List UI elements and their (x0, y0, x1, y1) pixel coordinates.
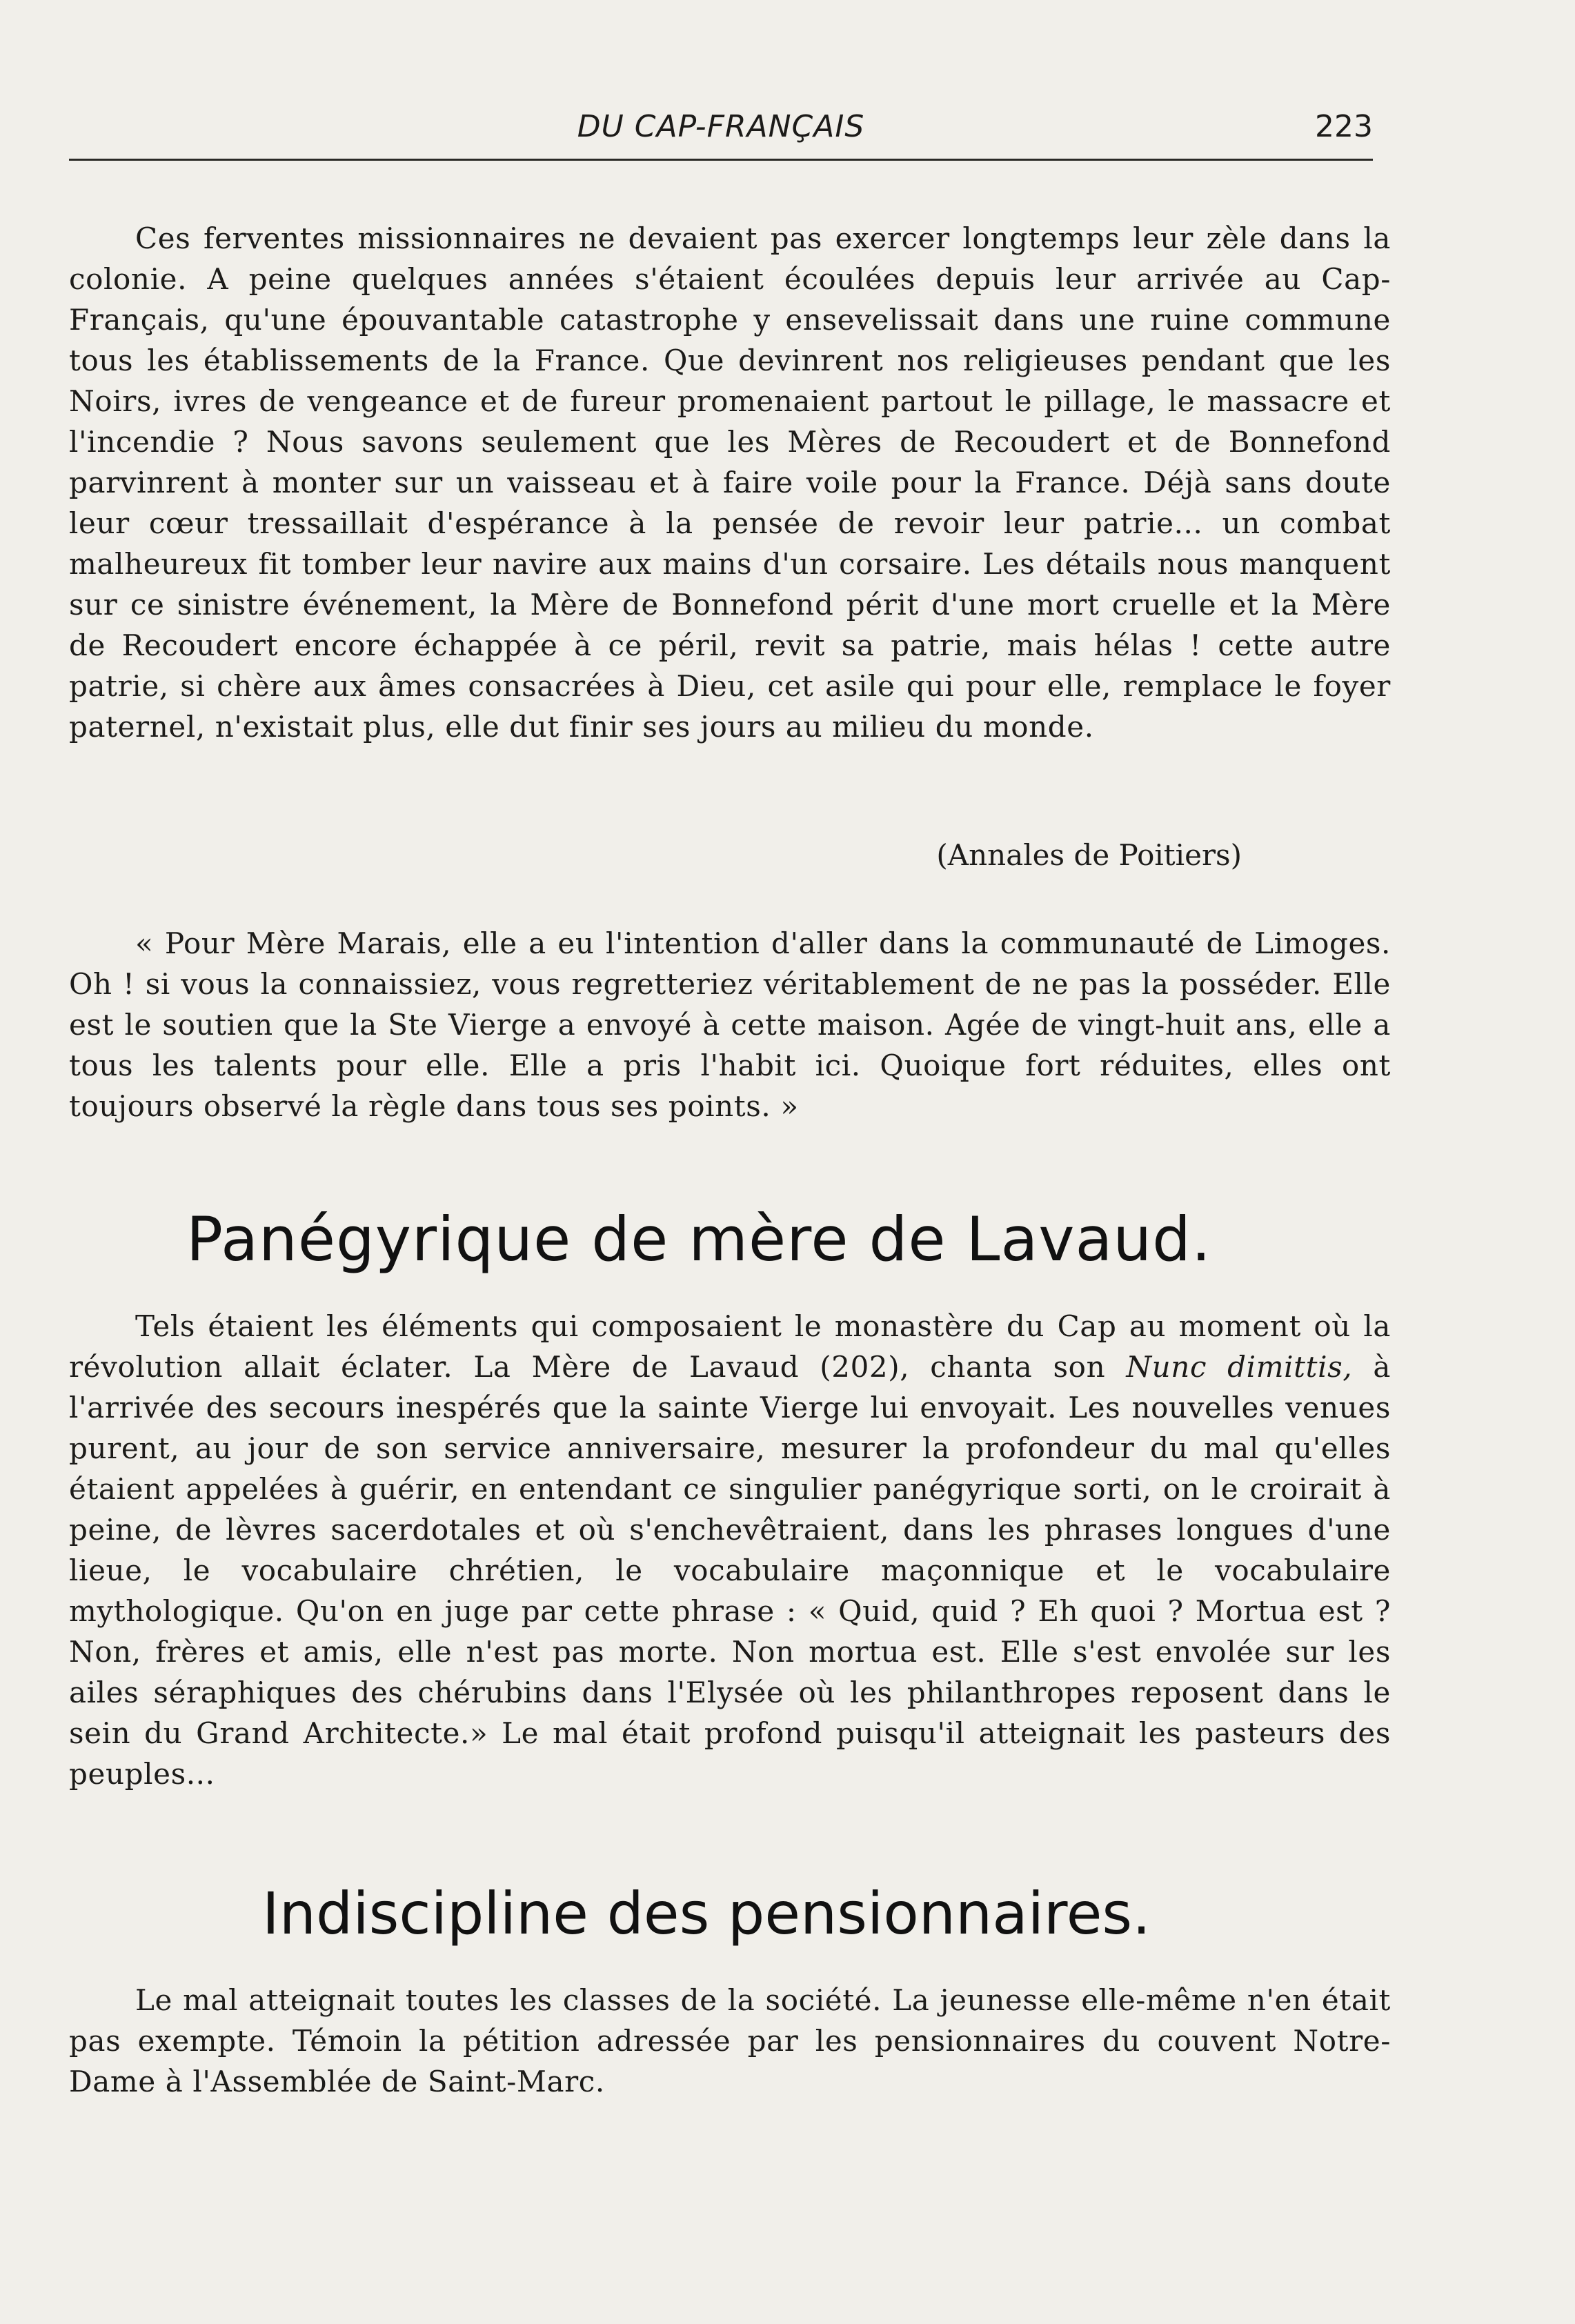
running-title: DU CAP-FRANÇAIS (577, 109, 865, 144)
paragraph-3-part-a: Tels étaient les éléments qui composaient le monastère du Cap au moment où la révolution allait éclater. La Mère de Lavaud (202), chanta son (69, 1309, 1391, 1384)
section-heading-indiscipline: Indiscipline des pensionnaires. (262, 1880, 1151, 1947)
paragraph-3-part-b: à l'arrivée des secours inespérés que la sainte Vierge lui envoyait. Les nouvelles venues purent, au jour de son service anniversaire, mesurer la profondeur du mal qu'elles étaient appelées à guérir, en entendant ce singulier panégyrique sorti, on le croirait à peine, de lèvres sacerdotales et où s'enchevêtraient, dans les phrases longues d'une lieue, le vocabulaire chrétien, le vocabulaire maçonnique et le vocabulaire mythologique. Qu'on en juge par cette phrase : « Quid, quid ? Eh quoi ? Mortua est ? Non, frères et amis, elle n'est pas morte. Non mortua est. Elle s'est envolée sur les ailes séraphiques des chérubins dans l'Elysée où les philanthropes reposent dans le sein du Grand Architecte.» Le mal était profond puisqu'il atteignait les pasteurs des peuples... (69, 1350, 1391, 1791)
paragraph-2: « Pour Mère Marais, elle a eu l'intention d'aller dans la communauté de Limoges. Oh ! si vous la connaissiez, vous regretteriez véritablement de ne pas la posséder. Elle est le soutien que la Ste Vierge a envoyé à cette maison. Agée de vingt-huit ans, elle a tous les talents pour elle. Elle a pris l'habit ici. Quoique fort réduites, elles ont toujours observé la règle dans tous ses points. » (69, 926, 1391, 1123)
page-number: 223 (1315, 109, 1373, 144)
citation: (Annales de Poitiers) (936, 838, 1242, 872)
paragraph-3 (69, 1306, 1391, 1794)
header-rule (69, 159, 1373, 161)
paragraph-3-italic: Nunc dimittis, (1126, 1350, 1353, 1384)
paragraph-4: Le mal atteignait toutes les classes de la société. La jeunesse elle-même n'en était pas exempte. Témoin la pétition adressée par les pensionnaires du couvent Notre-Dame à l'Assemblée de Saint-Marc. (69, 1983, 1391, 2098)
paragraph-1: Ces ferventes missionnaires ne devaient pas exercer longtemps leur zèle dans la colonie. A peine quelques années s'étaient écoulées depuis leur arrivée au Cap-Français, qu'une épouvantable catastrophe y ensevelissait dans une ruine commune tous les établissements de la France. Que devinrent nos religieuses pendant que les Noirs, ivres de vengeance et de fureur promenaient partout le pillage, le massacre et l'incendie ? Nous savons seulement que les Mères de Recoudert et de Bonnefond parvinrent à monter sur un vaisseau et à faire voile pour la France. Déjà sans doute leur cœur tressaillait d'espérance à la pensée de revoir leur patrie... un combat malheureux fit tomber leur navire aux mains d'un corsaire. Les détails nous manquent sur ce sinistre événement, la Mère de Bonnefond périt d'une mort cruelle et la Mère de Recoudert encore échappée à ce péril, revit sa patrie, mais hélas ! cette autre patrie, si chère aux âmes consacrées à Dieu, cet asile qui pour elle, remplace le foyer paternel, n'existait plus, elle dut finir ses jours au milieu du monde. (69, 221, 1391, 744)
section-heading-panegyrique: Panégyrique de mère de Lavaud. (186, 1204, 1211, 1275)
running-head (69, 109, 1373, 150)
